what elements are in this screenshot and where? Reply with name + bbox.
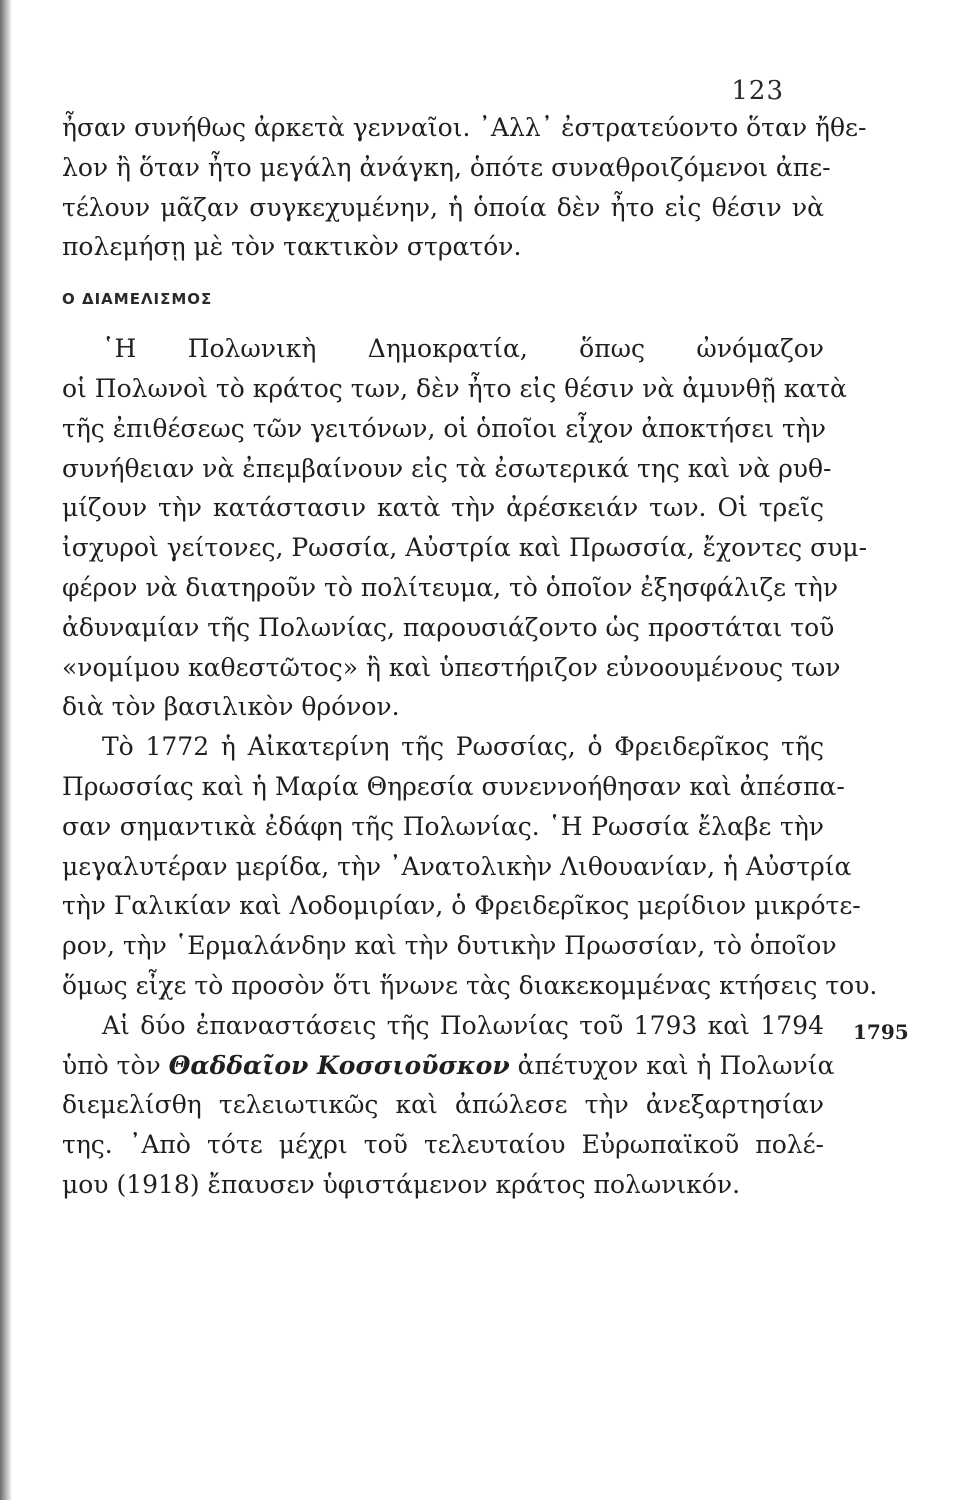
person-name: Θαδδαῖον Κοσσιοῦσκον	[168, 1050, 510, 1080]
section-heading: Ο ΔΙΑΜΕΛΙΣΜΟΣ	[62, 290, 213, 309]
text-line: τῆς ἐπιθέσεως τῶν γειτόνων, οἱ ὁποῖοι εἶχον ἀποκτήσει τὴν	[62, 413, 826, 443]
paragraph-1	[62, 329, 868, 727]
text-line: Τὸ 1772 ἡ Αἰκατερίνη τῆς Ρωσσίας, ὁ Φρειδερῖκος τῆς	[102, 732, 824, 762]
margin-year-note: 1795	[853, 1020, 909, 1044]
page-number: 123	[731, 76, 784, 106]
text-line: διὰ τὸν βασιλικὸν θρόνον.	[62, 692, 400, 722]
text-line: της. ᾿Απὸ τότε μέχρι τοῦ τελευταίου Εὐρωπαϊκοῦ πολέ-	[62, 1130, 824, 1160]
text-line: ἦσαν συνήθως ἀρκετὰ γενναῖοι. ᾿Αλλ᾿ ἐστρατεύοντο ὅταν ἤθε-	[62, 113, 867, 142]
text-line	[62, 1046, 835, 1086]
text-line: ρον, τὴν ῾Ερμαλάνδην καὶ τὴν δυτικὴν Πρωσσίαν, τὸ ὁποῖον	[62, 931, 837, 961]
text-fragment: ὑπὸ τὸν	[62, 1050, 169, 1080]
text-line: μίζουν τὴν κατάστασιν κατὰ τὴν ἀρέσκειάν των. Οἱ τρεῖς	[62, 493, 824, 523]
page-binding-edge	[0, 0, 12, 1500]
text-line: οἱ Πολωνοὶ τὸ κράτος των, δὲν ἦτο εἰς θέσιν νὰ ἀμυνθῇ κατὰ	[62, 373, 847, 403]
text-line: ὅμως εἶχε τὸ προσὸν ὅτι ἥνωνε τὰς διακεκομμένας κτήσεις του.	[62, 970, 878, 1000]
text-line: λον ἢ ὅταν ἦτο μεγάλη ἀνάγκη, ὁπότε συναθροιζόμενοι ἀπε-	[62, 152, 831, 182]
text-line: συνήθειαν νὰ ἐπεμβαίνουν εἰς τὰ ἐσωτερικά της καὶ νὰ ρυθ-	[62, 453, 832, 483]
continuation-paragraph	[62, 108, 867, 267]
text-fragment: ἀπέτυχον καὶ ἡ Πολωνία	[509, 1050, 835, 1080]
text-line: ἰσχυροὶ γείτονες, Ρωσσία, Αὐστρία καὶ Πρωσσία, ἔχοντες συμ-	[62, 533, 868, 563]
text-line: πολεμήσῃ μὲ τὸν τακτικὸν στρατόν.	[62, 232, 522, 262]
text-fragment: ὅπως ὠνόμαζον	[527, 334, 824, 364]
text-line: μου (1918) ἔπαυσεν ὑφιστάμενον κράτος πολωνικόν.	[62, 1169, 741, 1199]
spaced-emphasis: ῾Η Πολωνικὴ Δημοκρατία,	[102, 334, 528, 364]
text-line: Αἱ δύο ἐπαναστάσεις τῆς Πολωνίας τοῦ 1793 καὶ 1794	[102, 1010, 824, 1040]
paragraph-3	[62, 1006, 835, 1205]
text-line: ἀδυναμίαν τῆς Πολωνίας, παρουσιάζοντο ὡς προστάται τοῦ	[62, 612, 835, 642]
text-line: φέρον νὰ διατηροῦν τὸ πολίτευμα, τὸ ὁποῖον ἐξησφάλιζε τὴν	[62, 572, 839, 602]
paragraph-2	[62, 727, 878, 1006]
page-body	[62, 108, 878, 1205]
text-line: τέλουν μᾶζαν συγκεχυμένην, ἡ ὁποία δὲν ἦτο εἰς θέσιν νὰ	[62, 192, 824, 222]
text-line: τὴν Γαλικίαν καὶ Λοδομιρίαν, ὁ Φρειδερῖκος μερίδιον μικρότε-	[62, 891, 861, 921]
text-line: «νομίμου καθεστῶτος» ἢ καὶ ὑπεστήριζον εὐνοουμένους των	[62, 652, 841, 682]
text-line: σαν σημαντικὰ ἐδάφη τῆς Πολωνίας. ῾Η Ρωσσία ἔλαβε τὴν	[62, 811, 824, 841]
text-line: μεγαλυτέραν μερίδα, τὴν ᾿Ανατολικὴν Λιθουανίαν, ἡ Αὐστρία	[62, 851, 852, 881]
text-line	[62, 329, 824, 369]
text-line: διεμελίσθη τελειωτικῶς καὶ ἀπώλεσε τὴν ἀνεξαρτησίαν	[62, 1090, 824, 1120]
text-line: Πρωσσίας καὶ ἡ Μαρία Θηρεσία συνεννοήθησαν καὶ ἀπέσπα-	[62, 771, 845, 801]
